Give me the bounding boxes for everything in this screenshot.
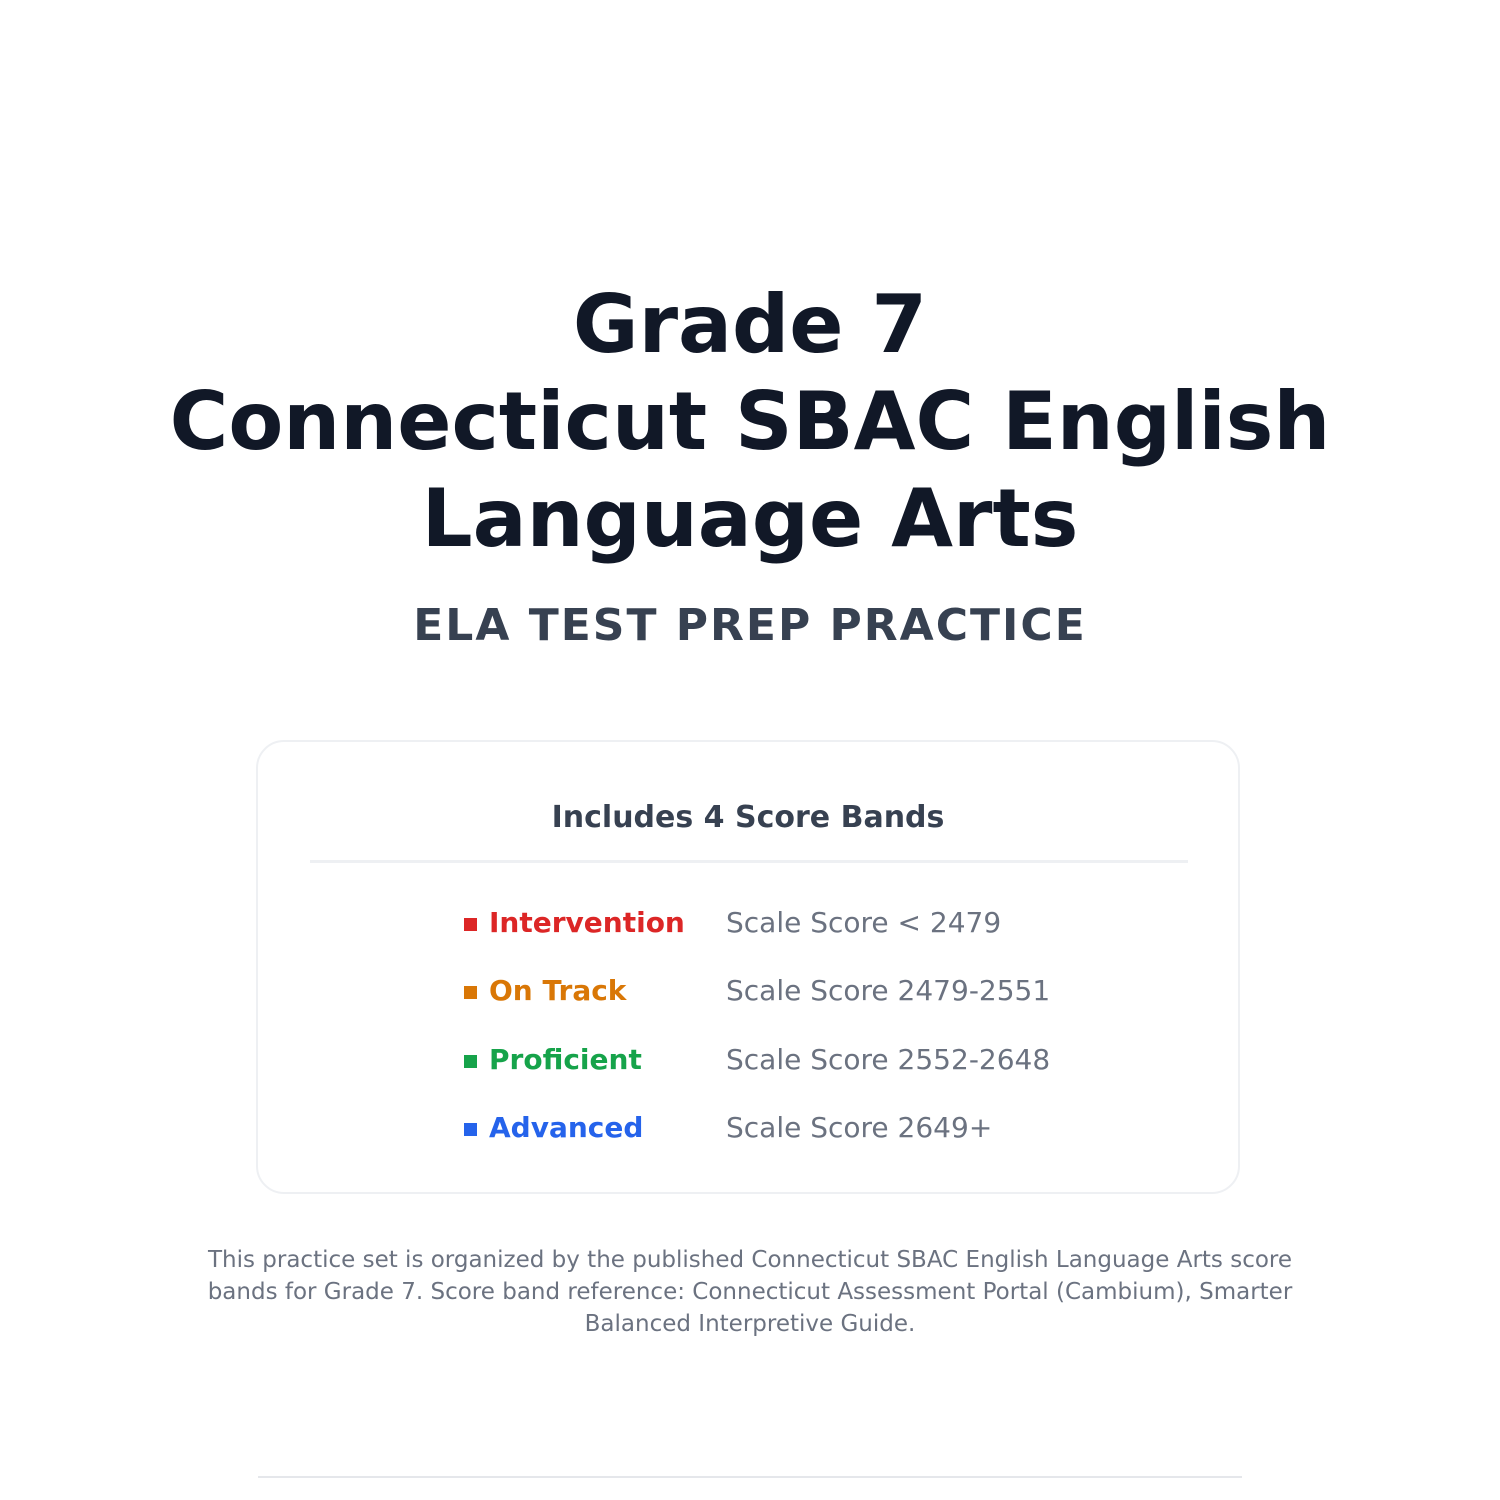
band-label: Advanced bbox=[489, 1110, 644, 1144]
band-row-proficient bbox=[464, 1039, 1104, 1079]
band-range: Scale Score 2552-2648 bbox=[726, 1042, 1051, 1076]
band-range: Scale Score 2479-2551 bbox=[726, 973, 1051, 1007]
page-title bbox=[0, 276, 1500, 567]
band-name-on-track bbox=[464, 974, 726, 1007]
card-divider bbox=[310, 860, 1188, 863]
band-square-icon bbox=[464, 986, 477, 999]
band-label: On Track bbox=[489, 973, 627, 1007]
band-row-on-track bbox=[464, 970, 1104, 1010]
band-row-advanced bbox=[464, 1107, 1104, 1147]
band-label: Proficient bbox=[489, 1042, 642, 1076]
card-title: Includes 4 Score Bands bbox=[551, 800, 945, 835]
title-line-1: Grade 7 bbox=[572, 278, 928, 371]
bottom-divider bbox=[258, 1476, 1242, 1478]
page-subtitle: ELA TEST PREP PRACTICE bbox=[413, 600, 1087, 651]
band-label: Intervention bbox=[489, 905, 685, 939]
title-line-3: Language Arts bbox=[421, 472, 1079, 565]
band-square-icon bbox=[464, 1123, 477, 1136]
band-range: Scale Score < 2479 bbox=[726, 905, 1002, 939]
band-range: Scale Score 2649+ bbox=[726, 1110, 993, 1144]
band-square-icon bbox=[464, 918, 477, 931]
title-line-2: Connecticut SBAC English bbox=[169, 375, 1331, 468]
band-name-proficient bbox=[464, 1043, 726, 1076]
band-name-advanced bbox=[464, 1111, 726, 1144]
band-square-icon bbox=[464, 1055, 477, 1068]
band-name-intervention bbox=[464, 906, 726, 939]
band-row-intervention bbox=[464, 902, 1104, 942]
score-bands-card bbox=[256, 740, 1240, 1194]
footnote: This practice set is organized by the published Connecticut SBAC English Language Arts score bands for Grade 7. Score band reference: Connecticut Assessment Portal (Cambium), Smarter Balanced Interpretive Guide. bbox=[207, 1247, 1293, 1337]
